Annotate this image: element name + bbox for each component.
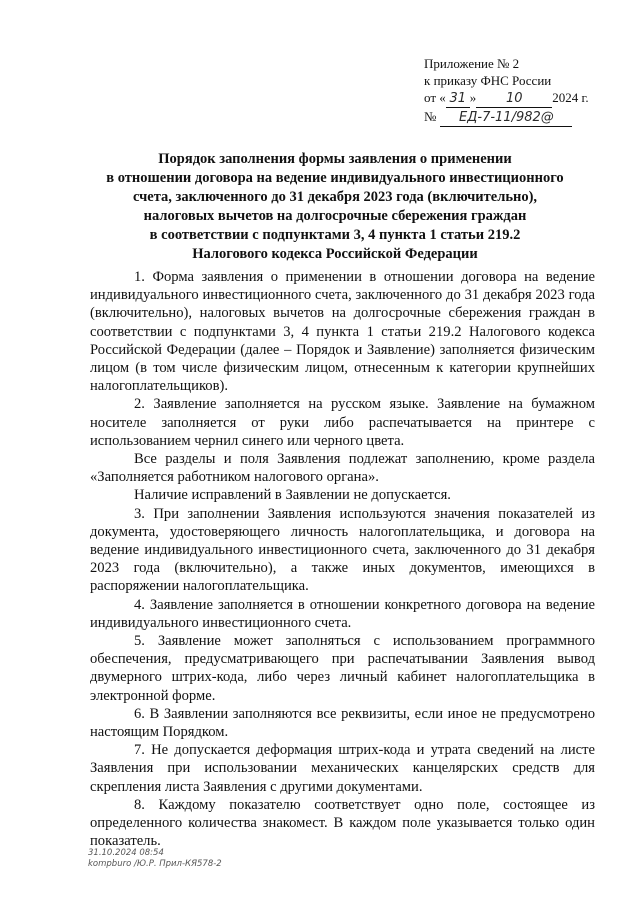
paragraph-2: 2. Заявление заполняется на русском языке. Заявление на бумажном носителе заполняется от руки либо распечатывается на принтере с использованием чернил синего или черного цвета. — [90, 396, 595, 449]
paragraph-5: 5. Заявление может заполняться с использованием программного обеспечения, предусматривающего при распечатывании Заявления вывод двумерного штрих-кода, либо через личный кабинет налогоплательщика в электронной форме. — [90, 633, 595, 704]
footer-signer: kompburo /Ю.Р. Прил-КЯ578-2 — [88, 859, 222, 869]
title-line: в соответствии с подпунктами 3, 4 пункта 1 статьи 219.2 — [149, 227, 521, 243]
paragraph-6: 6. В Заявлении заполняются все реквизиты, если иное не предусмотрено настоящим Порядком. — [90, 705, 595, 741]
paragraph-2-sections: Все разделы и поля Заявления подлежат заполнению, кроме раздела «Заполняется работником налогового органа». — [90, 451, 595, 486]
annex-year: 2024 г. — [552, 90, 589, 105]
title-line: в отношении договора на ведение индивидуального инвестиционного — [106, 170, 564, 186]
footer-date: 31.10.2024 08:54 — [88, 848, 164, 858]
annex-line-1: Приложение № 2 — [424, 56, 520, 71]
paragraph-4: 4. Заявление заполняется в отношении конкретного договора на ведение индивидуального инвестиционного счета. — [90, 596, 595, 631]
annex-from-prefix: от « — [424, 90, 446, 105]
paragraph-2-corrections: Наличие исправлений в Заявлении не допускается. — [134, 487, 451, 504]
annex-number-row — [424, 108, 589, 127]
title-line: налоговых вычетов на долгосрочные сбережения граждан — [143, 208, 527, 224]
title-line: Порядок заполнения формы заявления о применении — [158, 151, 512, 167]
document-body — [90, 268, 595, 851]
annex-date-row — [424, 89, 589, 108]
title-line: счета, заключенного до 31 декабря 2023 года (включительно), — [132, 189, 538, 205]
footer-stamp — [88, 848, 222, 870]
paragraph-1: 1. Форма заявления о применении в отношении договора на ведение индивидуального инвестиционного счета, заключенного до 31 декабря 2023 года (включительно), налоговых вычетов на долгосрочные сбережения граждан в соответствии с подпунктами 3, 4 пункта 1 статьи 219.2 Налогового кодекса Российской Федерации (далее – Порядок и Заявление) заполняется физическим лицом (в том числе физическим лицом, отнесенным к категории крупнейших налогоплательщиков). — [90, 269, 595, 395]
paragraph-3: 3. При заполнении Заявления используются значения показателей из документа, удостоверяющего личность налогоплательщика, и договора на ведение индивидуального инвестиционного счета, заключенного до 31 декабря 2023 года (включительно), а также иных документов, имеющихся в распоряжении налогоплательщика. — [90, 505, 595, 595]
paragraph-7: 7. Не допускается деформация штрих-кода и утрата сведений на листе Заявления при использовании механических канцелярских средств для скрепления листа Заявления с другими документами. — [90, 742, 595, 795]
annex-day-close: » — [469, 90, 477, 105]
annex-line-2: к приказу ФНС России — [424, 73, 552, 88]
annex-number-prefix: № — [424, 109, 437, 124]
document-title — [60, 150, 610, 264]
annex-number: ЕД-7-11/982@ — [459, 110, 554, 125]
annex-day: 31 — [449, 91, 467, 106]
title-line: Налогового кодекса Российской Федерации — [192, 246, 478, 262]
paragraph-8: 8. Каждому показателю соответствует одно поле, состоящее из определенного количества знакомест. В каждом поле указывается только один показатель. — [90, 796, 595, 850]
annex-block — [424, 55, 589, 127]
annex-month: 10 — [505, 91, 523, 106]
